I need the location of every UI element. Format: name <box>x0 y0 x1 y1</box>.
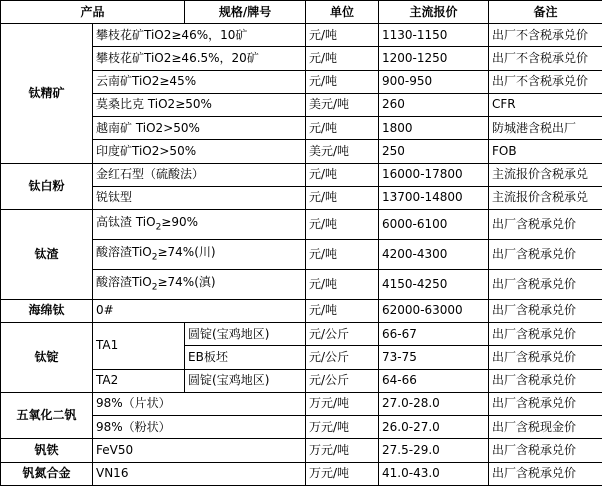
unit-cell: 万元/吨 <box>306 392 379 415</box>
price-cell: 1200-1250 <box>379 47 489 70</box>
note-cell: 出厂不含税承兑价 <box>489 47 602 70</box>
note-cell: 防城港含税出厂 <box>489 117 602 140</box>
table-row <box>1 462 602 485</box>
spec-cell <box>93 269 306 299</box>
spec-cell: EB板坯 <box>185 346 306 369</box>
table-row <box>1 323 602 346</box>
table-row <box>1 163 602 186</box>
spec-text-tail: ≥74%(滇) <box>157 274 216 289</box>
category-cell-vanadium-pentoxide: 五氧化二钒 <box>1 392 93 438</box>
unit-cell: 元/公斤 <box>306 369 379 392</box>
note-cell: 出厂含税承兑价 <box>489 240 602 270</box>
spec-cell <box>93 210 306 240</box>
unit-cell: 元/吨 <box>306 240 379 270</box>
category-cell-titanium-ingot: 钛锭 <box>1 323 93 393</box>
price-cell: 66-67 <box>379 323 489 346</box>
note-cell: 出厂含税承兑价 <box>489 323 602 346</box>
header-cell-unit: 单位 <box>306 1 379 24</box>
unit-cell: 万元/吨 <box>306 439 379 462</box>
spec-text: 酸溶渣TiO <box>96 274 152 289</box>
header-cell-note: 备注 <box>489 1 602 24</box>
price-cell: 260 <box>379 93 489 116</box>
spec-cell: 金红石型（硫酸法） <box>93 163 306 186</box>
unit-cell: 万元/吨 <box>306 462 379 485</box>
unit-cell: 元/公斤 <box>306 323 379 346</box>
category-cell-titanium-sponge: 海绵钛 <box>1 299 93 322</box>
spec-cell: 圆锭(宝鸡地区) <box>185 369 306 392</box>
note-cell: 主流报价含税承兑 <box>489 163 602 186</box>
unit-cell: 元/吨 <box>306 299 379 322</box>
unit-cell: 元/吨 <box>306 269 379 299</box>
spec-cell: 圆锭(宝鸡地区) <box>185 323 306 346</box>
note-cell: 出厂含税承兑价 <box>489 392 602 415</box>
spec-text: 高钛渣 TiO <box>96 214 156 229</box>
price-cell: 27.0-28.0 <box>379 392 489 415</box>
spec-cell: 莫桑比克 TiO2≥50% <box>93 93 306 116</box>
header-cell-price: 主流报价 <box>379 1 489 24</box>
price-cell: 62000-63000 <box>379 299 489 322</box>
unit-cell: 元/吨 <box>306 47 379 70</box>
table-row <box>1 439 602 462</box>
unit-cell: 万元/吨 <box>306 416 379 439</box>
price-cell: 27.5-29.0 <box>379 439 489 462</box>
unit-cell: 元/吨 <box>306 70 379 93</box>
note-cell: 出厂含税现金价 <box>489 416 602 439</box>
spec-subscript: 2 <box>151 252 158 263</box>
note-cell: 出厂含税承兑价 <box>489 462 602 485</box>
table-row <box>1 392 602 415</box>
category-cell-titanium-slag: 钛渣 <box>1 210 93 300</box>
price-cell: 41.0-43.0 <box>379 462 489 485</box>
price-cell: 13700-14800 <box>379 186 489 209</box>
unit-cell: 美元/吨 <box>306 140 379 163</box>
price-cell: 1800 <box>379 117 489 140</box>
header-cell-spec: 规格/牌号 <box>185 1 306 24</box>
note-cell: 出厂不含税承兑价 <box>489 70 602 93</box>
table-row <box>1 24 602 47</box>
price-cell: 64-66 <box>379 369 489 392</box>
price-cell: 6000-6100 <box>379 210 489 240</box>
category-cell-vanadium-nitrogen-alloy: 钒氮合金 <box>1 462 93 485</box>
spec-cell: 98%（片状） <box>93 392 306 415</box>
spec-cell: 0# <box>93 299 306 322</box>
note-cell: 出厂含税承兑价 <box>489 369 602 392</box>
note-cell: 出厂含税承兑价 <box>489 439 602 462</box>
note-cell: 出厂含税承兑价 <box>489 210 602 240</box>
spec-subscript: 2 <box>151 282 158 293</box>
unit-cell: 元/吨 <box>306 163 379 186</box>
price-cell: 900-950 <box>379 70 489 93</box>
note-cell: FOB <box>489 140 602 163</box>
category-cell-ferrovanadium: 钒铁 <box>1 439 93 462</box>
table-row <box>1 299 602 322</box>
note-cell: 主流报价含税承兑 <box>489 186 602 209</box>
spec-cell: 越南矿 TiO2>50% <box>93 117 306 140</box>
price-cell: 4200-4300 <box>379 240 489 270</box>
spec-cell: 攀枝花矿TiO2≥46%，10矿 <box>93 24 306 47</box>
grade-cell: TA1 <box>93 323 185 369</box>
spec-text-tail: ≥74%(川) <box>157 244 216 259</box>
unit-cell: 元/吨 <box>306 24 379 47</box>
unit-cell: 美元/吨 <box>306 93 379 116</box>
price-cell: 73-75 <box>379 346 489 369</box>
spec-cell: 攀枝花矿TiO2≥46.5%，20矿 <box>93 47 306 70</box>
note-cell: 出厂含税承兑价 <box>489 299 602 322</box>
note-cell: 出厂含税承兑价 <box>489 346 602 369</box>
spec-cell: 印度矿TiO2>50% <box>93 140 306 163</box>
category-cell-titanium-dioxide: 钛白粉 <box>1 163 93 209</box>
note-cell: 出厂含税承兑价 <box>489 269 602 299</box>
spec-cell: FeV50 <box>93 439 306 462</box>
unit-cell: 元/吨 <box>306 117 379 140</box>
price-cell: 4150-4250 <box>379 269 489 299</box>
spec-subscript: 2 <box>155 222 162 233</box>
table-header-row <box>1 1 602 24</box>
price-cell: 26.0-27.0 <box>379 416 489 439</box>
unit-cell: 元/吨 <box>306 210 379 240</box>
header-cell-product: 产品 <box>1 1 185 24</box>
price-cell: 1130-1150 <box>379 24 489 47</box>
spec-cell: 98%（粉状） <box>93 416 306 439</box>
category-cell-titanium-concentrate: 钛精矿 <box>1 24 93 163</box>
note-cell: 出厂不含税承兑价 <box>489 24 602 47</box>
unit-cell: 元/公斤 <box>306 346 379 369</box>
note-cell: CFR <box>489 93 602 116</box>
spec-cell: 锐钛型 <box>93 186 306 209</box>
spec-cell: 云南矿TiO2≥45% <box>93 70 306 93</box>
spec-cell <box>93 240 306 270</box>
price-cell: 250 <box>379 140 489 163</box>
table-row <box>1 210 602 240</box>
grade-cell: TA2 <box>93 369 185 392</box>
spec-text: 酸溶渣TiO <box>96 244 152 259</box>
spec-cell: VN16 <box>93 462 306 485</box>
unit-cell: 元/吨 <box>306 186 379 209</box>
spec-text-tail: ≥90% <box>161 214 199 229</box>
price-cell: 16000-17800 <box>379 163 489 186</box>
